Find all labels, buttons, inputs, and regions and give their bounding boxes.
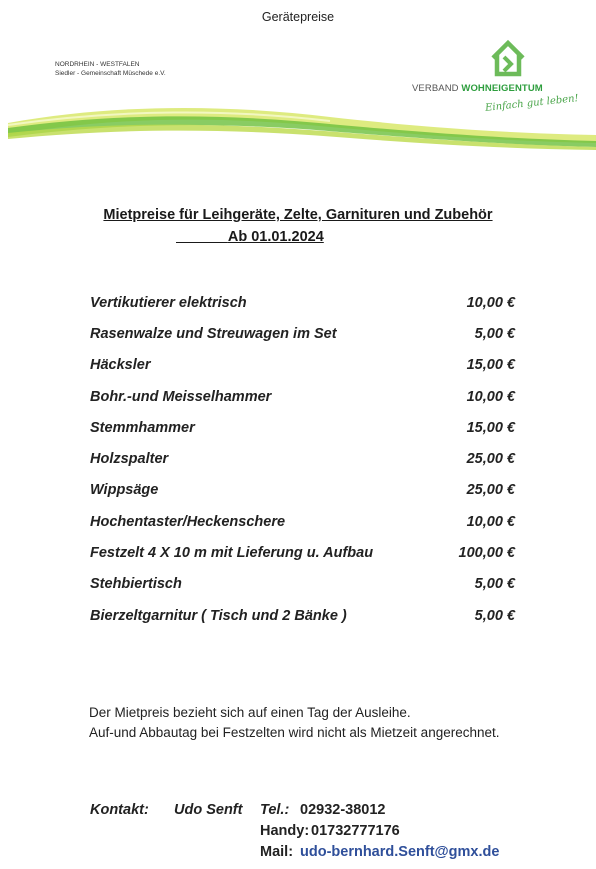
subheading-text: Ab 01.01.2024 bbox=[227, 229, 324, 245]
logo-slogan: Einfach gut leben! bbox=[484, 93, 580, 114]
price-row bbox=[90, 537, 515, 568]
item-name: Hochentaster/Heckenschere bbox=[90, 513, 286, 530]
item-name: Häcksler bbox=[90, 357, 151, 374]
price-list-heading: Mietpreise für Leihgeräte, Zelte, Garnituren und Zubehör bbox=[103, 207, 493, 223]
contact-tel-label: Tel.: bbox=[260, 802, 290, 818]
item-name: Vertikutierer elektrisch bbox=[90, 294, 247, 311]
contact-label: Kontakt: bbox=[90, 802, 149, 818]
organization-block bbox=[55, 60, 166, 78]
house-arrow-icon bbox=[488, 38, 528, 78]
price-list bbox=[90, 287, 515, 631]
contact-mail-label: Mail: bbox=[260, 844, 294, 860]
document-title: Gerätepreise bbox=[261, 10, 335, 24]
item-price: 10,00 € bbox=[466, 388, 515, 405]
organization-name: Siedler - Gemeinschaft Müschede e.V. bbox=[55, 70, 166, 77]
price-row bbox=[90, 412, 515, 443]
item-name: Holzspalter bbox=[90, 451, 169, 468]
price-row bbox=[90, 318, 515, 349]
price-list-valid-from bbox=[176, 229, 324, 245]
item-name: Stemmhammer bbox=[90, 419, 195, 436]
item-price: 5,00 € bbox=[474, 576, 515, 593]
price-row bbox=[90, 287, 515, 318]
subheading-underline-spacer bbox=[176, 229, 228, 245]
contact-mail-link[interactable]: udo-bernhard.Senft@gmx.de bbox=[300, 844, 500, 860]
contact-tel: 02932-38012 bbox=[300, 802, 386, 818]
price-row bbox=[90, 381, 515, 412]
logo-wordmark-prefix: VERBAND bbox=[412, 83, 462, 94]
item-name: Stehbiertisch bbox=[90, 576, 182, 593]
price-row bbox=[90, 443, 515, 474]
logo-wordmark bbox=[412, 83, 543, 94]
rental-note-line: Auf-und Abbautag bei Festzelten wird nicht als Mietzeit angerechnet. bbox=[89, 725, 500, 740]
header-wave-decoration bbox=[0, 95, 596, 155]
price-row bbox=[90, 350, 515, 381]
item-price: 10,00 € bbox=[466, 294, 515, 311]
item-price: 5,00 € bbox=[474, 325, 515, 342]
rental-note-line: Der Mietpreis bezieht sich auf einen Tag der Ausleihe. bbox=[89, 705, 411, 720]
item-name: Bohr.-und Meisselhammer bbox=[90, 388, 272, 405]
item-price: 15,00 € bbox=[466, 357, 515, 374]
price-row bbox=[90, 475, 515, 506]
logo-wordmark-bold: WOHNEIGENTUM bbox=[461, 83, 543, 94]
item-price: 100,00 € bbox=[458, 545, 515, 562]
contact-name: Udo Senft bbox=[174, 802, 243, 818]
item-price: 10,00 € bbox=[466, 513, 515, 530]
organization-region: NORDRHEIN - WESTFALEN bbox=[55, 61, 140, 68]
item-name: Rasenwalze und Streuwagen im Set bbox=[90, 325, 337, 342]
item-price: 25,00 € bbox=[466, 451, 515, 468]
contact-mobile-label: Handy: bbox=[260, 823, 310, 839]
rental-notes bbox=[89, 703, 500, 743]
contact-mobile: 01732777176 bbox=[311, 823, 400, 839]
item-name: Wippsäge bbox=[90, 482, 159, 499]
item-price: 25,00 € bbox=[466, 482, 515, 499]
item-price: 15,00 € bbox=[466, 419, 515, 436]
price-row bbox=[90, 506, 515, 537]
item-price: 5,00 € bbox=[474, 607, 515, 624]
price-row bbox=[90, 600, 515, 631]
item-name: Festzelt 4 X 10 m mit Lieferung u. Aufbau bbox=[90, 545, 374, 562]
price-row bbox=[90, 569, 515, 600]
item-name: Bierzeltgarnitur ( Tisch und 2 Bänke ) bbox=[90, 607, 347, 624]
